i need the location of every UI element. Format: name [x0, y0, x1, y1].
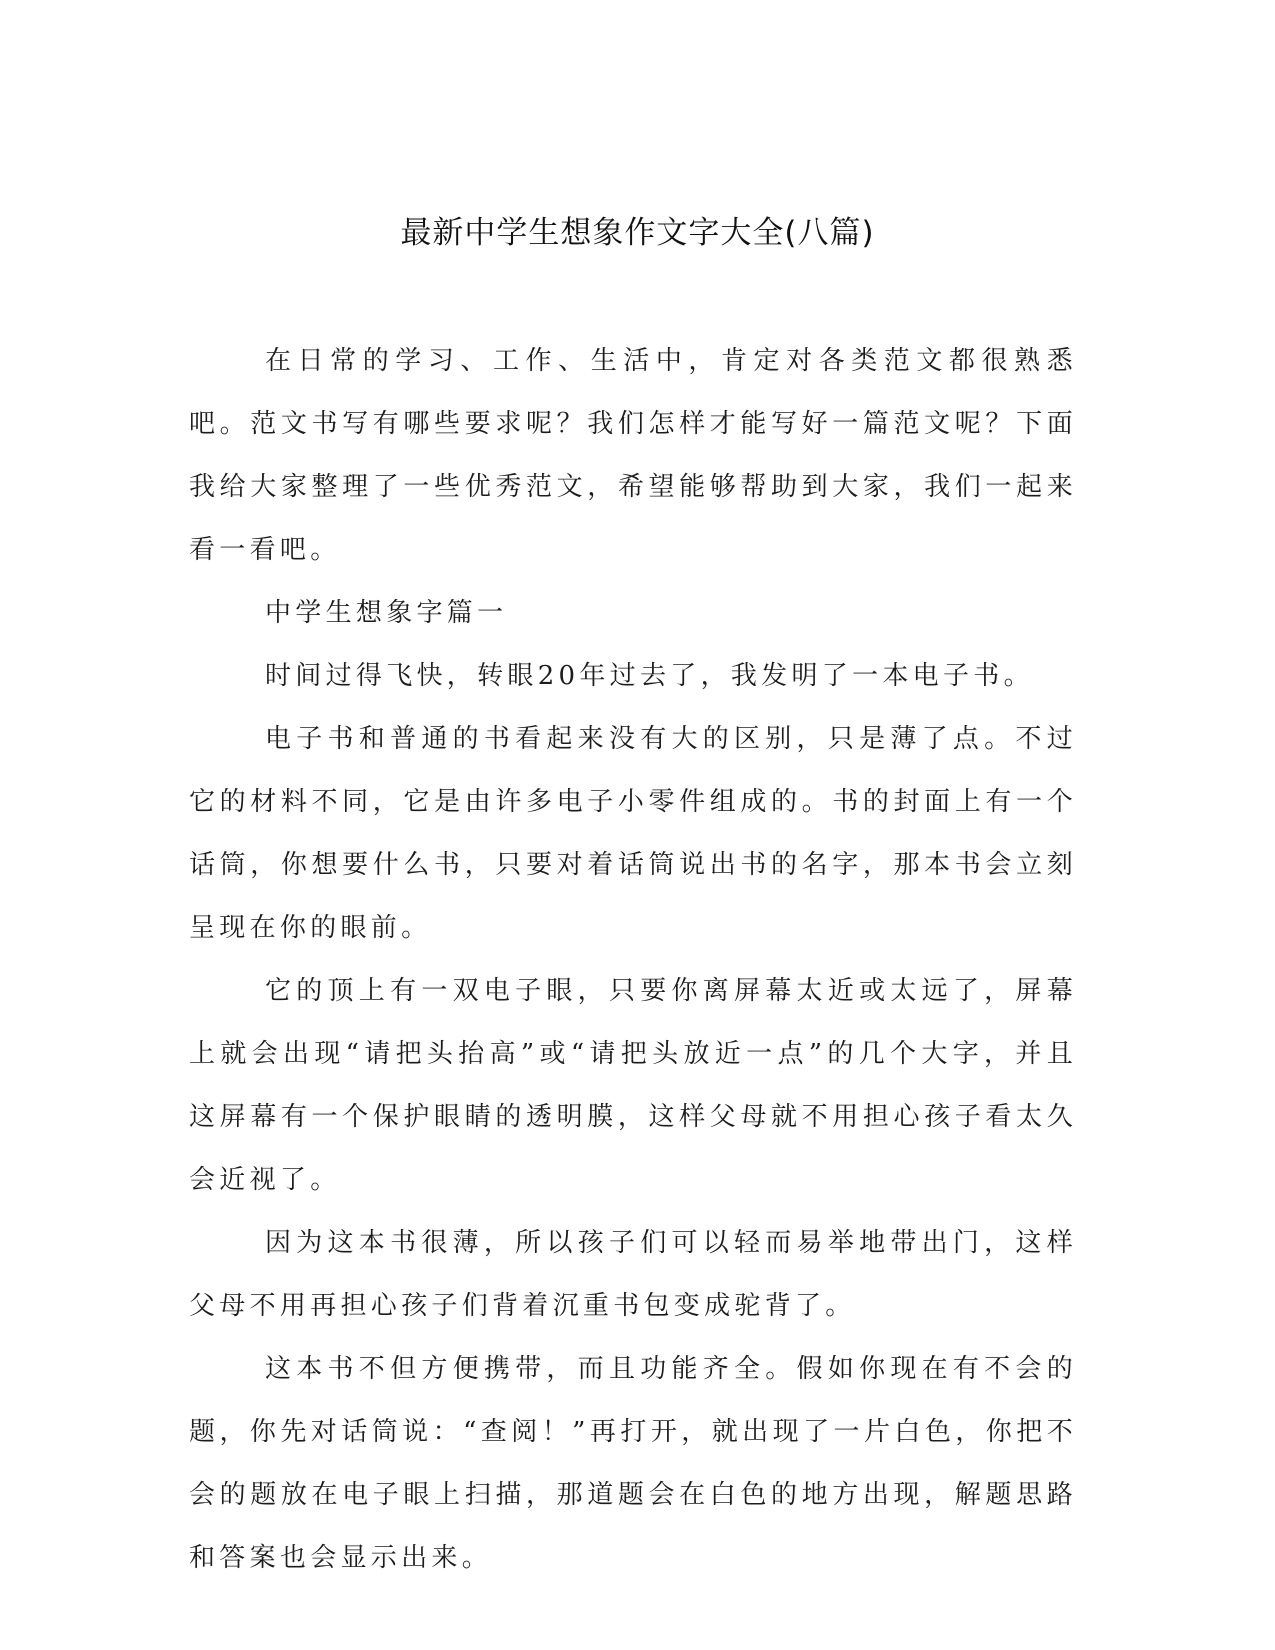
document-title: 最新中学生想象作文字大全(八篇)	[400, 215, 875, 251]
intro-paragraph: 在日常的学习、工作、生活中，肯定对各类范文都很熟悉吧。范文书写有哪些要求呢？我们怎样才能写好一篇范文呢？下面我给大家整理了一些优秀范文，希望能够帮助到大家，我们一起来看一看吧。	[189, 346, 1077, 565]
document-body	[189, 330, 1077, 1590]
body-paragraph: 电子书和普通的书看起来没有大的区别，只是薄了点。不过它的材料不同，它是由许多电子小零件组成的。书的封面上有一个话筒，你想要什么书，只要对着话筒说出书的名字，那本书会立刻呈现在你的眼前。	[189, 724, 1077, 943]
body-paragraph: 它的顶上有一双电子眼，只要你离屏幕太近或太远了，屏幕上就会出现“请把头抬高”或“请把头放近一点”的几个大字，并且这屏幕有一个保护眼睛的透明膜，这样父母就不用担心孩子看太久会近视了。	[189, 976, 1077, 1195]
section-heading: 中学生想象字篇一	[265, 598, 508, 628]
body-paragraph: 因为这本书很薄，所以孩子们可以轻而易举地带出门，这样父母不用再担心孩子们背着沉重书包变成驼背了。	[189, 1228, 1077, 1321]
body-paragraph: 时间过得飞快，转眼20年过去了，我发明了一本电子书。	[265, 661, 1034, 691]
body-paragraph: 这本书不但方便携带，而且功能齐全。假如你现在有不会的题，你先对话筒说：“查阅！”再打开，就出现了一片白色，你把不会的题放在电子眼上扫描，那道题会在白色的地方出现，解题思路和答案也会显示出来。	[189, 1354, 1077, 1573]
